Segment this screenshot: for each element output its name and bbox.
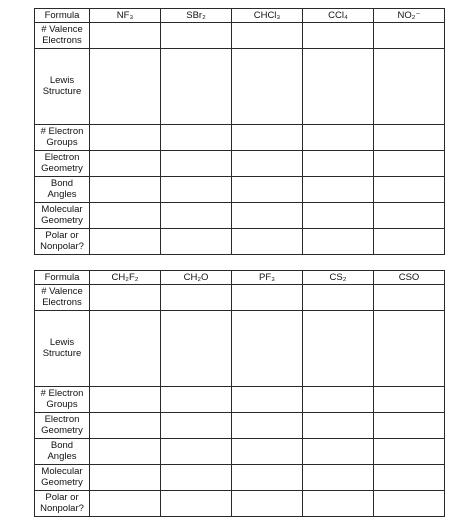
answer-cell[interactable] bbox=[374, 228, 445, 254]
answer-cell[interactable] bbox=[90, 412, 161, 438]
lewis-structure-label: Lewis Structure bbox=[35, 48, 90, 124]
molecular-geometry-label: Molecular Geometry bbox=[35, 464, 90, 490]
answer-cell[interactable] bbox=[232, 48, 303, 124]
answer-cell[interactable] bbox=[303, 228, 374, 254]
answer-cell[interactable] bbox=[161, 228, 232, 254]
molecule-table-1 bbox=[34, 8, 445, 255]
valence-electrons-row bbox=[35, 22, 445, 48]
answer-cell[interactable] bbox=[303, 284, 374, 310]
answer-cell[interactable] bbox=[303, 48, 374, 124]
answer-cell[interactable] bbox=[303, 176, 374, 202]
lewis-structure-label: Lewis Structure bbox=[35, 310, 90, 386]
formula-label: Formula bbox=[35, 9, 90, 23]
answer-cell[interactable] bbox=[232, 490, 303, 516]
electron-geometry-label: Electron Geometry bbox=[35, 412, 90, 438]
answer-cell[interactable] bbox=[90, 150, 161, 176]
answer-cell[interactable] bbox=[374, 310, 445, 386]
answer-cell[interactable] bbox=[374, 438, 445, 464]
answer-cell[interactable] bbox=[232, 464, 303, 490]
formula-header: NO₂⁻ bbox=[374, 9, 445, 23]
answer-cell[interactable] bbox=[90, 228, 161, 254]
answer-cell[interactable] bbox=[161, 438, 232, 464]
answer-cell[interactable] bbox=[374, 124, 445, 150]
valence-electrons-label: # Valence Electrons bbox=[35, 284, 90, 310]
answer-cell[interactable] bbox=[232, 412, 303, 438]
answer-cell[interactable] bbox=[303, 310, 374, 386]
answer-cell[interactable] bbox=[303, 386, 374, 412]
answer-cell[interactable] bbox=[161, 150, 232, 176]
answer-cell[interactable] bbox=[161, 22, 232, 48]
answer-cell[interactable] bbox=[161, 490, 232, 516]
answer-cell[interactable] bbox=[161, 386, 232, 412]
answer-cell[interactable] bbox=[161, 48, 232, 124]
answer-cell[interactable] bbox=[374, 464, 445, 490]
polarity-row bbox=[35, 228, 445, 254]
answer-cell[interactable] bbox=[161, 176, 232, 202]
answer-cell[interactable] bbox=[232, 22, 303, 48]
answer-cell[interactable] bbox=[90, 490, 161, 516]
molecular-geometry-label: Molecular Geometry bbox=[35, 202, 90, 228]
answer-cell[interactable] bbox=[303, 438, 374, 464]
answer-cell[interactable] bbox=[161, 284, 232, 310]
answer-cell[interactable] bbox=[374, 202, 445, 228]
lewis-structure-row bbox=[35, 310, 445, 386]
answer-cell[interactable] bbox=[90, 176, 161, 202]
formula-header: CSO bbox=[374, 271, 445, 285]
molecule-table-2 bbox=[34, 270, 445, 517]
answer-cell[interactable] bbox=[90, 310, 161, 386]
bond-angles-label: Bond Angles bbox=[35, 176, 90, 202]
answer-cell[interactable] bbox=[161, 310, 232, 386]
answer-cell[interactable] bbox=[374, 176, 445, 202]
answer-cell[interactable] bbox=[303, 412, 374, 438]
formula-header: CH₂O bbox=[161, 271, 232, 285]
electron-groups-row bbox=[35, 124, 445, 150]
electron-groups-label: # Electron Groups bbox=[35, 386, 90, 412]
formula-row bbox=[35, 9, 445, 23]
answer-cell[interactable] bbox=[90, 438, 161, 464]
answer-cell[interactable] bbox=[90, 464, 161, 490]
electron-groups-row bbox=[35, 386, 445, 412]
answer-cell[interactable] bbox=[374, 284, 445, 310]
formula-header: CHCl₃ bbox=[232, 9, 303, 23]
bond-angles-label: Bond Angles bbox=[35, 438, 90, 464]
answer-cell[interactable] bbox=[232, 310, 303, 386]
formula-label: Formula bbox=[35, 271, 90, 285]
formula-row bbox=[35, 271, 445, 285]
answer-cell[interactable] bbox=[374, 22, 445, 48]
valence-electrons-label: # Valence Electrons bbox=[35, 22, 90, 48]
electron-groups-label: # Electron Groups bbox=[35, 124, 90, 150]
answer-cell[interactable] bbox=[232, 176, 303, 202]
electron-geometry-label: Electron Geometry bbox=[35, 150, 90, 176]
answer-cell[interactable] bbox=[374, 490, 445, 516]
polarity-row bbox=[35, 490, 445, 516]
answer-cell[interactable] bbox=[232, 202, 303, 228]
answer-cell[interactable] bbox=[374, 386, 445, 412]
answer-cell[interactable] bbox=[90, 284, 161, 310]
answer-cell[interactable] bbox=[161, 412, 232, 438]
electron-geometry-row bbox=[35, 150, 445, 176]
answer-cell[interactable] bbox=[232, 228, 303, 254]
formula-header: SBr₂ bbox=[161, 9, 232, 23]
lewis-structure-row bbox=[35, 48, 445, 124]
formula-header: NF₃ bbox=[90, 9, 161, 23]
answer-cell[interactable] bbox=[161, 464, 232, 490]
molecular-geometry-row bbox=[35, 464, 445, 490]
answer-cell[interactable] bbox=[90, 124, 161, 150]
answer-cell[interactable] bbox=[232, 124, 303, 150]
polarity-label: Polar or Nonpolar? bbox=[35, 490, 90, 516]
formula-header: PF₃ bbox=[232, 271, 303, 285]
polarity-label: Polar or Nonpolar? bbox=[35, 228, 90, 254]
electron-geometry-row bbox=[35, 412, 445, 438]
formula-header: CS₂ bbox=[303, 271, 374, 285]
answer-cell[interactable] bbox=[232, 284, 303, 310]
answer-cell[interactable] bbox=[303, 22, 374, 48]
answer-cell[interactable] bbox=[232, 438, 303, 464]
valence-electrons-row bbox=[35, 284, 445, 310]
answer-cell[interactable] bbox=[161, 124, 232, 150]
molecular-geometry-row bbox=[35, 202, 445, 228]
bond-angles-row bbox=[35, 176, 445, 202]
answer-cell[interactable] bbox=[374, 48, 445, 124]
answer-cell[interactable] bbox=[90, 386, 161, 412]
answer-cell[interactable] bbox=[90, 48, 161, 124]
formula-header: CCl₄ bbox=[303, 9, 374, 23]
answer-cell[interactable] bbox=[374, 412, 445, 438]
answer-cell[interactable] bbox=[90, 22, 161, 48]
answer-cell[interactable] bbox=[374, 150, 445, 176]
answer-cell[interactable] bbox=[303, 150, 374, 176]
formula-header: CH₂F₂ bbox=[90, 271, 161, 285]
answer-cell[interactable] bbox=[232, 150, 303, 176]
answer-cell[interactable] bbox=[232, 386, 303, 412]
answer-cell[interactable] bbox=[303, 490, 374, 516]
answer-cell[interactable] bbox=[303, 202, 374, 228]
answer-cell[interactable] bbox=[161, 202, 232, 228]
answer-cell[interactable] bbox=[303, 464, 374, 490]
bond-angles-row bbox=[35, 438, 445, 464]
answer-cell[interactable] bbox=[303, 124, 374, 150]
answer-cell[interactable] bbox=[90, 202, 161, 228]
